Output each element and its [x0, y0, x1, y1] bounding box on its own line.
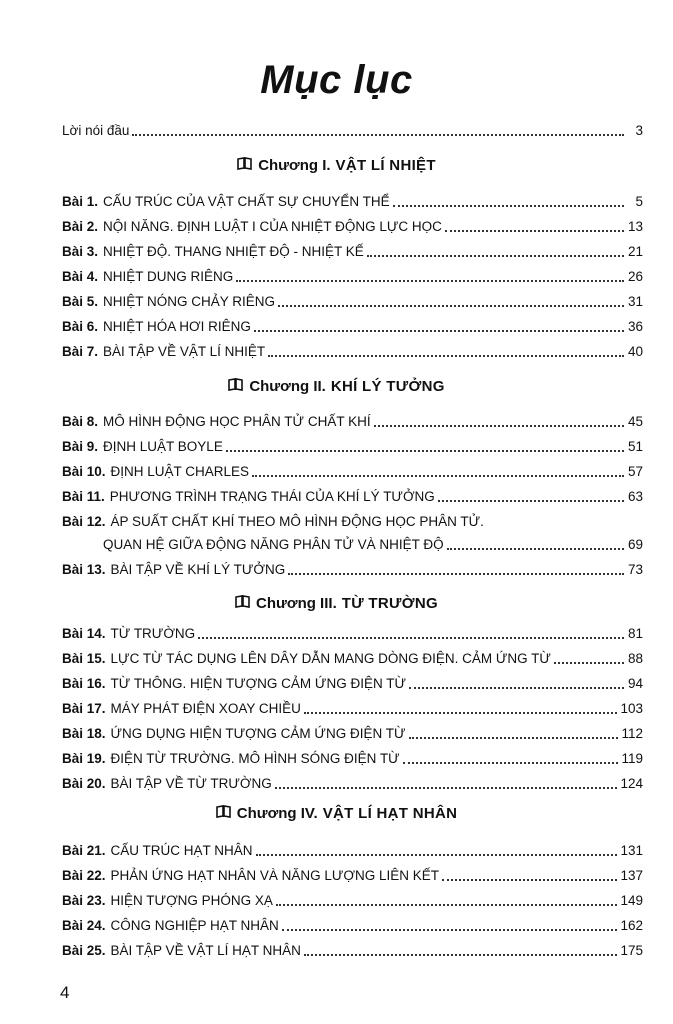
lesson-title: PHƯƠNG TRÌNH TRẠNG THÁI CỦA KHÍ LÝ TƯỞNG	[109, 489, 435, 504]
lesson-title: CẤU TRÚC HẠT NHÂN	[110, 843, 253, 858]
lesson-page: 103	[620, 701, 643, 716]
lesson-page: 45	[627, 414, 643, 429]
page-number: 4	[60, 983, 70, 1002]
lesson-title: NHIỆT NÓNG CHẢY RIÊNG	[103, 294, 276, 309]
lesson-number: Bài 13.	[62, 562, 106, 577]
lesson-page: 13	[627, 219, 643, 234]
lesson-page: 81	[627, 626, 643, 641]
dot-leader	[198, 625, 624, 639]
lesson-title: BÀI TẬP VỀ TỪ TRƯỜNG	[110, 776, 272, 791]
lesson-page: 94	[627, 676, 643, 691]
lesson-title: ĐỊNH LUẬT CHARLES	[110, 464, 250, 479]
lesson-number: Bài 24.	[62, 918, 106, 933]
lesson-page: 36	[627, 319, 643, 334]
lesson-page: 131	[620, 843, 643, 858]
lesson-page: 73	[627, 562, 643, 577]
lesson-title: NHIỆT ĐỘ. THANG NHIỆT ĐỘ - NHIỆT KẾ	[103, 244, 364, 259]
lesson-page: 57	[627, 464, 643, 479]
chapter-name: VẬT LÍ HẠT NHÂN	[322, 805, 458, 822]
lesson-page: 26	[627, 269, 643, 284]
dot-leader	[282, 917, 618, 931]
toc-row-continuation	[103, 533, 643, 553]
dot-leader	[276, 892, 618, 906]
dot-leader	[236, 268, 624, 282]
lesson-page: 119	[621, 751, 643, 766]
toc-row	[62, 240, 643, 260]
toc-row	[62, 672, 643, 692]
chapter-name: TỪ TRƯỜNG	[341, 595, 438, 612]
chapter-heading-2	[0, 377, 673, 397]
page-title: Mục lục	[260, 58, 413, 102]
lesson-title: BÀI TẬP VỀ KHÍ LÝ TƯỞNG	[110, 562, 286, 577]
lesson-page: 124	[620, 776, 643, 791]
lesson-number: Bài 18.	[62, 726, 106, 741]
toc-row	[62, 839, 643, 859]
toc-row	[62, 647, 643, 667]
dot-leader	[252, 463, 624, 477]
toc-row	[62, 558, 643, 578]
dot-leader	[256, 842, 618, 856]
dot-leader	[374, 413, 624, 427]
dot-leader	[268, 343, 624, 357]
chapter-heading-4	[0, 804, 673, 824]
lesson-page: 137	[620, 868, 643, 883]
toc-row	[62, 215, 643, 235]
lesson-page: 69	[627, 537, 643, 552]
lesson-title: NHIỆT DUNG RIÊNG	[103, 269, 234, 284]
chapter-label: Chương III.	[256, 595, 337, 612]
lesson-page: 63	[627, 489, 643, 504]
lesson-number: Bài 16.	[62, 676, 106, 691]
lesson-number: Bài 5.	[62, 294, 99, 309]
dot-leader	[226, 438, 624, 452]
toc-row	[62, 772, 643, 792]
lesson-number: Bài 1.	[62, 194, 99, 209]
lesson-title-continuation: QUAN HỆ GIỮA ĐỘNG NĂNG PHÂN TỬ VÀ NHIỆT ĐỘ	[103, 537, 444, 552]
lesson-title: BÀI TẬP VỀ VẬT LÍ NHIỆT	[103, 344, 266, 359]
lesson-number: Bài 7.	[62, 344, 99, 359]
lesson-number: Bài 15.	[62, 651, 106, 666]
dot-leader	[438, 488, 624, 502]
toc-row	[62, 435, 643, 455]
lesson-title: ỨNG DỤNG HIỆN TƯỢNG CẢM ỨNG ĐIỆN TỪ	[110, 726, 406, 741]
lesson-page: 31	[627, 294, 643, 309]
lesson-title: ĐỊNH LUẬT BOYLE	[103, 439, 223, 454]
lesson-title: LỰC TỪ TÁC DỤNG LÊN DÂY DẪN MANG DÒNG ĐIỆN. CẢM ỨNG TỪ	[110, 651, 551, 666]
lesson-page: 40	[627, 344, 643, 359]
open-book-icon	[235, 594, 250, 614]
toc-row	[62, 485, 643, 505]
lesson-number: Bài 17.	[62, 701, 106, 716]
dot-leader	[554, 650, 624, 664]
dot-leader	[409, 675, 624, 689]
lesson-number: Bài 10.	[62, 464, 106, 479]
lesson-number: Bài 22.	[62, 868, 106, 883]
dot-leader	[367, 243, 624, 257]
dot-leader	[132, 122, 624, 136]
lesson-number: Bài 25.	[62, 943, 106, 958]
lesson-number: Bài 12.	[62, 514, 106, 529]
lesson-title: PHẢN ỨNG HẠT NHÂN VÀ NĂNG LƯỢNG LIÊN KẾT	[110, 868, 439, 883]
lesson-number: Bài 21.	[62, 843, 106, 858]
lesson-number: Bài 2.	[62, 219, 99, 234]
chapter-label: Chương I.	[258, 157, 331, 174]
chapter-heading-3	[0, 594, 673, 614]
dot-leader	[278, 293, 624, 307]
lesson-number: Bài 23.	[62, 893, 106, 908]
dot-leader	[288, 561, 624, 575]
open-book-icon	[216, 804, 231, 824]
lesson-title: BÀI TẬP VỀ VẬT LÍ HẠT NHÂN	[110, 943, 301, 958]
dot-leader	[442, 867, 617, 881]
lesson-number: Bài 4.	[62, 269, 99, 284]
lesson-number: Bài 8.	[62, 414, 99, 429]
toc-row	[62, 290, 643, 310]
toc-row	[62, 939, 643, 959]
lesson-page: 21	[627, 244, 643, 259]
preface-page: 3	[635, 123, 643, 138]
lesson-title: NỘI NĂNG. ĐỊNH LUẬT I CỦA NHIỆT ĐỘNG LỰC HỌC	[103, 219, 442, 234]
toc-row	[62, 914, 643, 934]
chapter-label: Chương IV.	[236, 805, 318, 822]
dot-leader	[393, 193, 624, 207]
toc-row	[62, 340, 643, 360]
lesson-number: Bài 19.	[62, 751, 106, 766]
toc-row	[62, 460, 643, 480]
lesson-page: 175	[620, 943, 643, 958]
open-book-icon	[228, 377, 243, 397]
toc-row	[62, 190, 643, 210]
lesson-title: CẤU TRÚC CỦA VẬT CHẤT SỰ CHUYỂN THỂ	[103, 194, 390, 209]
lesson-number: Bài 14.	[62, 626, 106, 641]
lesson-title: HIỆN TƯỢNG PHÓNG XẠ	[110, 893, 273, 908]
chapter-name: KHÍ LÝ TƯỞNG	[330, 378, 445, 395]
dot-leader	[304, 700, 618, 714]
dot-leader	[409, 725, 619, 739]
dot-leader	[403, 750, 619, 764]
lesson-number: Bài 9.	[62, 439, 99, 454]
dot-leader	[447, 536, 624, 550]
toc-row	[62, 622, 643, 642]
lesson-number: Bài 20.	[62, 776, 106, 791]
toc-row	[62, 747, 643, 767]
toc-row	[62, 265, 643, 285]
toc-row	[62, 315, 643, 335]
dot-leader	[304, 942, 618, 956]
lesson-page: 5	[635, 194, 643, 209]
chapter-name: VẬT LÍ NHIỆT	[335, 157, 436, 174]
lesson-number: Bài 11.	[62, 489, 105, 504]
lesson-page: 88	[627, 651, 643, 666]
lesson-page: 51	[627, 439, 643, 454]
lesson-page: 149	[620, 893, 643, 908]
chapter-heading-1	[0, 156, 673, 176]
lesson-title: TỪ THÔNG. HIỆN TƯỢNG CẢM ỨNG ĐIỆN TỪ	[110, 676, 406, 691]
lesson-title: MÁY PHÁT ĐIỆN XOAY CHIỀU	[110, 701, 301, 716]
lesson-title: CÔNG NGHIỆP HẠT NHÂN	[110, 918, 279, 933]
lesson-title: MÔ HÌNH ĐỘNG HỌC PHÂN TỬ CHẤT KHÍ	[103, 414, 371, 429]
chapter-label: Chương II.	[249, 378, 326, 395]
toc-row	[62, 722, 643, 742]
lesson-title: ÁP SUẤT CHẤT KHÍ THEO MÔ HÌNH ĐỘNG HỌC PHÂN TỬ.	[110, 514, 484, 529]
lesson-title: TỪ TRƯỜNG	[110, 626, 196, 641]
lesson-title: ĐIỆN TỪ TRƯỜNG. MÔ HÌNH SÓNG ĐIỆN TỪ	[110, 751, 400, 766]
dot-leader	[275, 775, 618, 789]
lesson-title: NHIỆT HÓA HƠI RIÊNG	[103, 319, 251, 334]
dot-leader	[445, 218, 624, 232]
toc-row	[62, 410, 643, 430]
toc-row	[62, 510, 643, 530]
lesson-number: Bài 6.	[62, 319, 99, 334]
toc-row-preface	[62, 119, 643, 139]
preface-label: Lời nói đầu	[62, 123, 130, 138]
toc-row	[62, 864, 643, 884]
toc-row	[62, 889, 643, 909]
lesson-page: 162	[620, 918, 643, 933]
toc-row	[62, 697, 643, 717]
dot-leader	[254, 318, 624, 332]
lesson-page: 112	[621, 726, 643, 741]
open-book-icon	[237, 156, 252, 176]
lesson-number: Bài 3.	[62, 244, 99, 259]
